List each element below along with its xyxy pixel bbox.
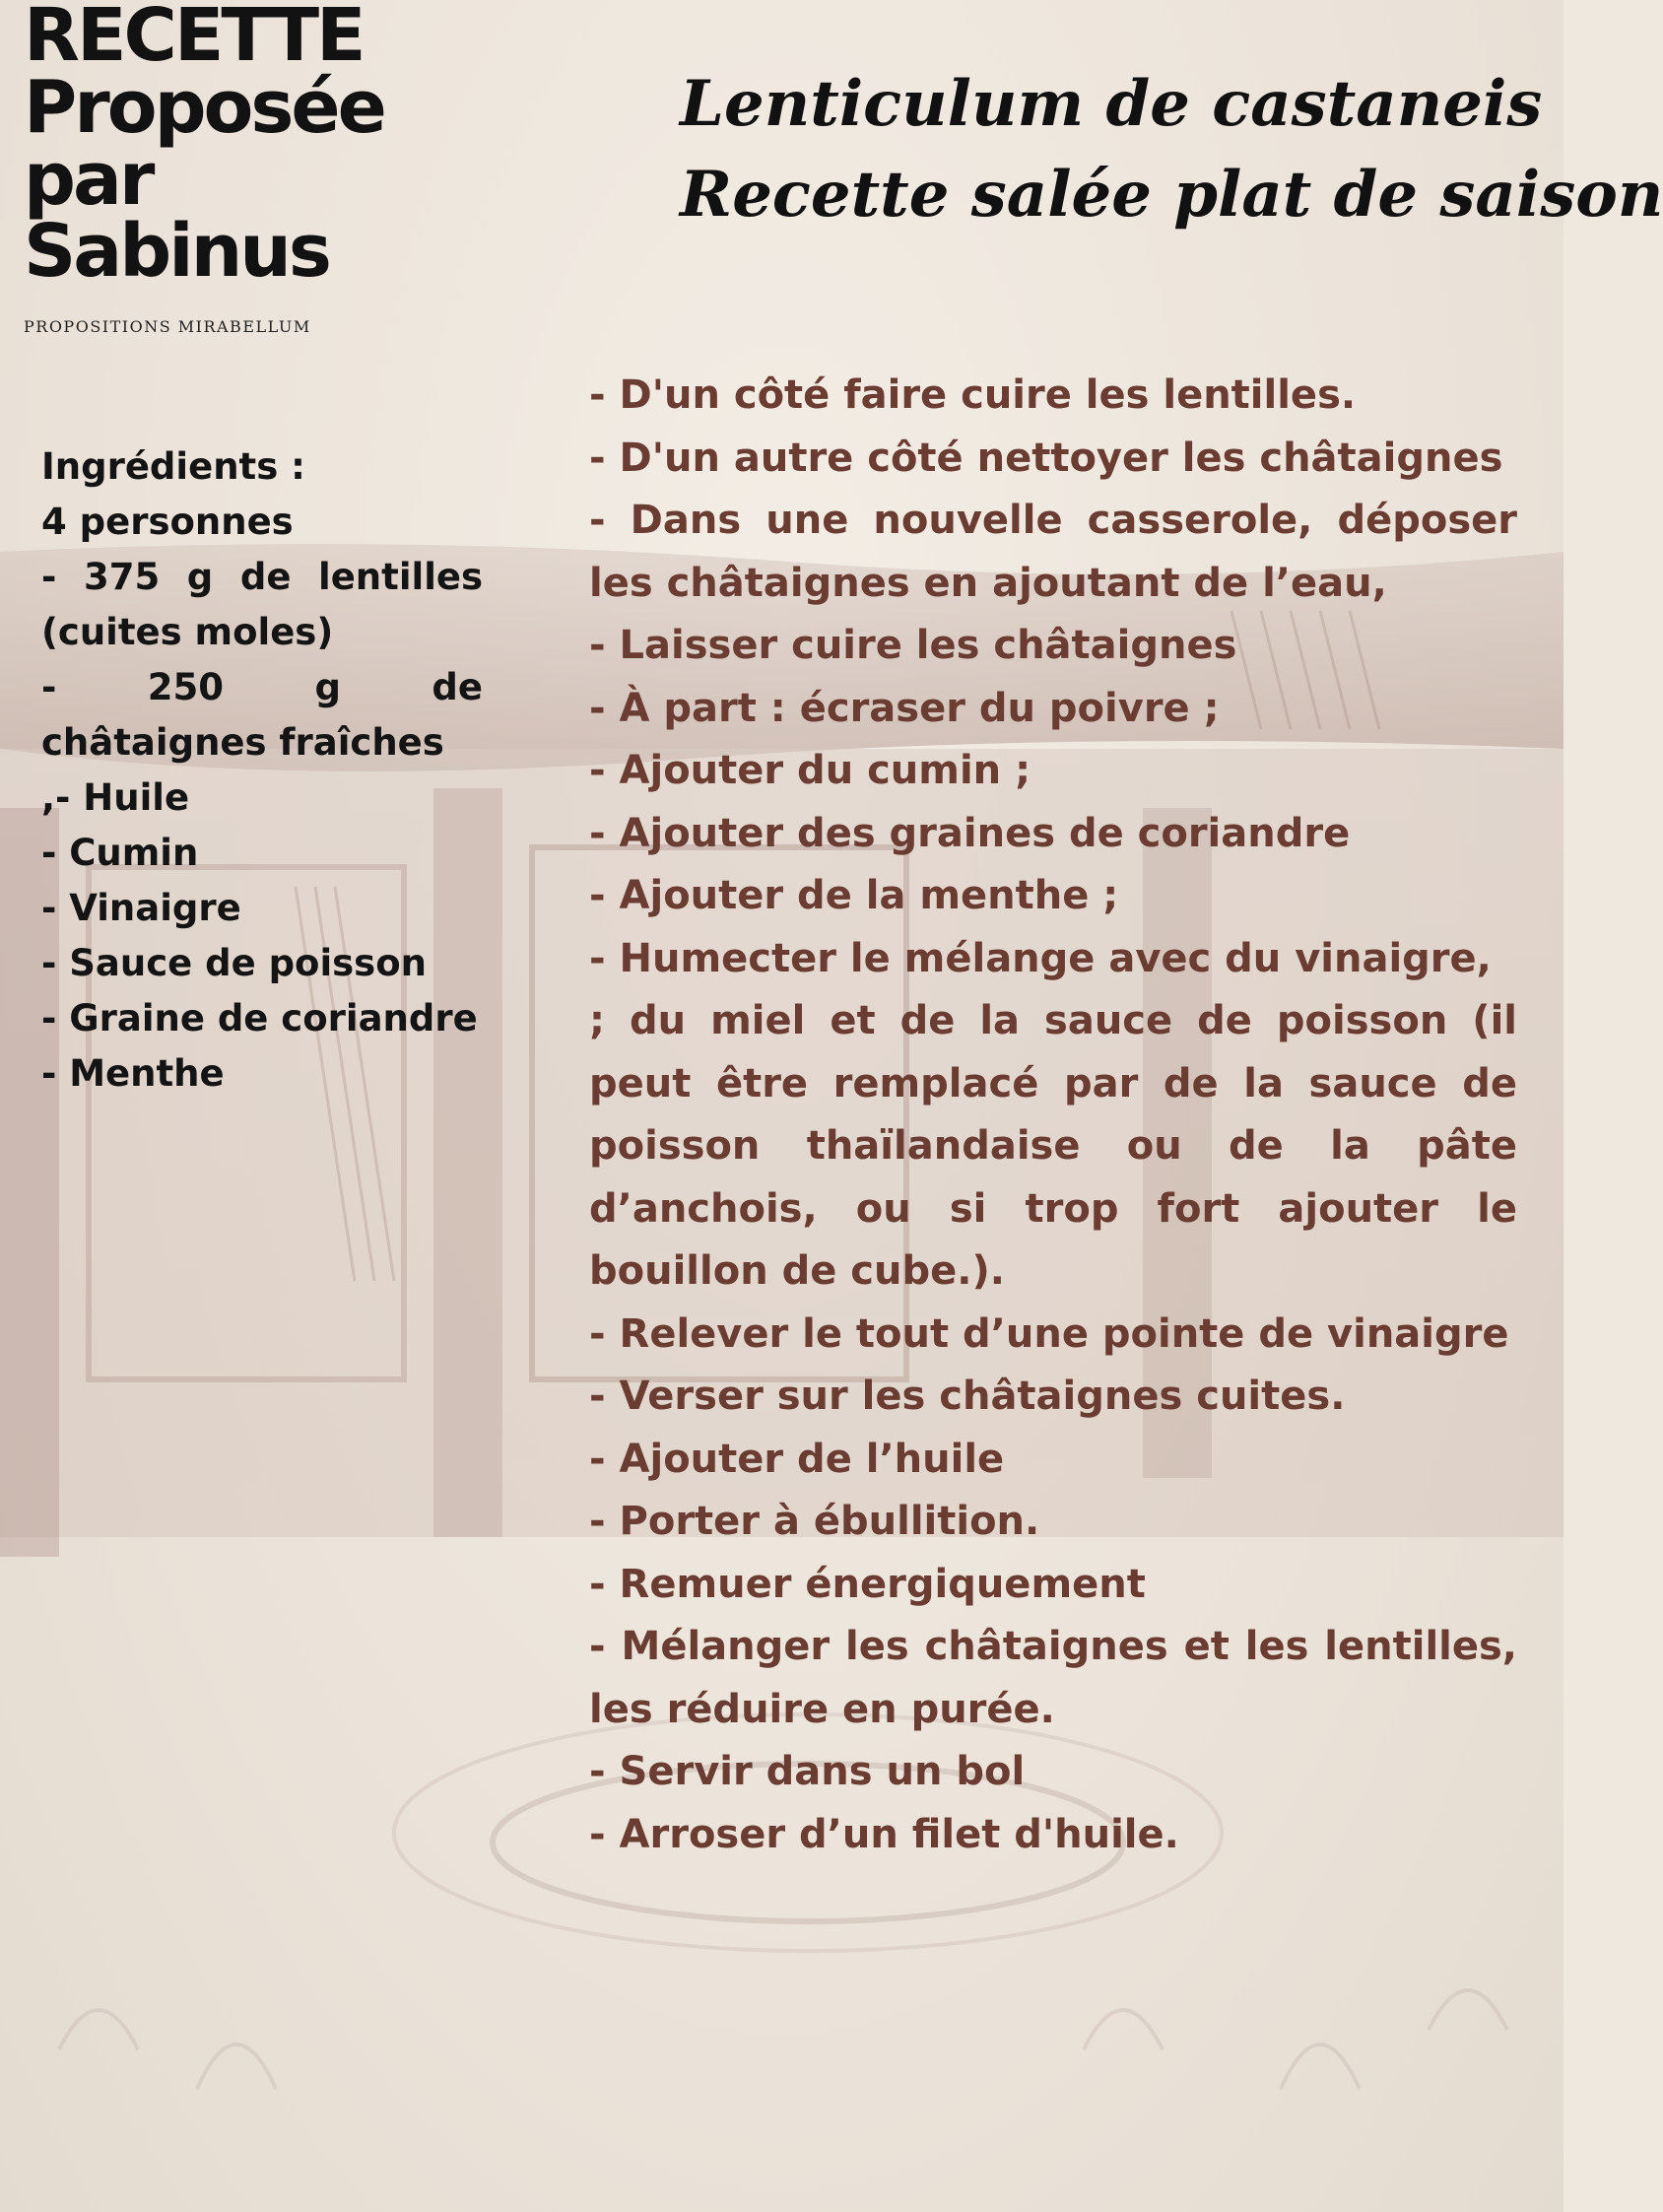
recipe-title-line-2: Recette salée plat de saison [680,158,1663,232]
ingredient-item: - Menthe [41,1052,225,1095]
step-item: - D'un autre côté nettoyer les châtaignes [589,435,1503,481]
step-item: - Laisser cuire les châtaignes [589,623,1237,668]
step-item: - Porter à ébullition. [589,1499,1040,1544]
ingredient-item: - 250 g de châtaignes fraîches [41,666,483,764]
ingredients-heading: Ingrédients : [41,445,305,488]
recipe-title-line-1: Lenticulum de castaneis [680,67,1543,141]
ingredient-item: ,- Huile [41,776,190,819]
ingredients-servings: 4 personnes [41,501,294,543]
step-item: - Humecter le mélange avec du vinaigre, [589,935,1492,981]
ingredient-item: - Graine de coriandre [41,997,478,1039]
step-item: - Servir dans un bol [589,1749,1026,1794]
step-item: - Ajouter de l’huile [589,1436,1005,1482]
step-item: - Ajouter des graines de coriandre [589,810,1351,856]
ingredient-item: - Sauce de poisson [41,942,427,984]
step-item: - Dans une nouvelle casserole, déposer les châtaignes en ajoutant de l’eau, [589,498,1517,606]
step-item: - D'un côté faire cuire les lentilles. [589,372,1357,418]
brand-title: RECETTE Proposée par Sabinus [24,0,384,294]
step-item: - Remuer énergiquement [589,1561,1146,1607]
step-item: - Arroser d’un filet d'huile. [589,1811,1179,1857]
preparation-steps [589,365,1517,1866]
step-item: - Ajouter de la menthe ; [589,873,1119,918]
ingredient-item: - 375 g de lentilles (cuites moles) [41,556,483,653]
step-item: - Verser sur les châtaignes cuites. [589,1374,1346,1419]
ingredient-item: - Cumin [41,832,199,874]
brand-subtitle: PROPOSITIONS MIRABELLUM [24,317,311,336]
step-item: - À part : écraser du poivre ; [589,685,1220,731]
step-item: - Relever le tout d’une pointe de vinaigre [589,1310,1509,1357]
step-item: ; du miel et de la sauce de poisson (il peut être remplacé par de la sauce de poisson thaïlandaise ou de la pâte d’anchois, ou si trop fort ajouter le bouillon de cube.). [589,998,1517,1294]
ingredient-item: - Vinaigre [41,887,241,929]
step-item: - Mélanger les châtaignes et les lentilles, les réduire en purée. [589,1624,1517,1732]
ingredients-list [41,439,483,1102]
brand-block [24,0,384,336]
step-item: - Ajouter du cumin ; [589,748,1031,793]
recipe-title [680,59,1663,240]
